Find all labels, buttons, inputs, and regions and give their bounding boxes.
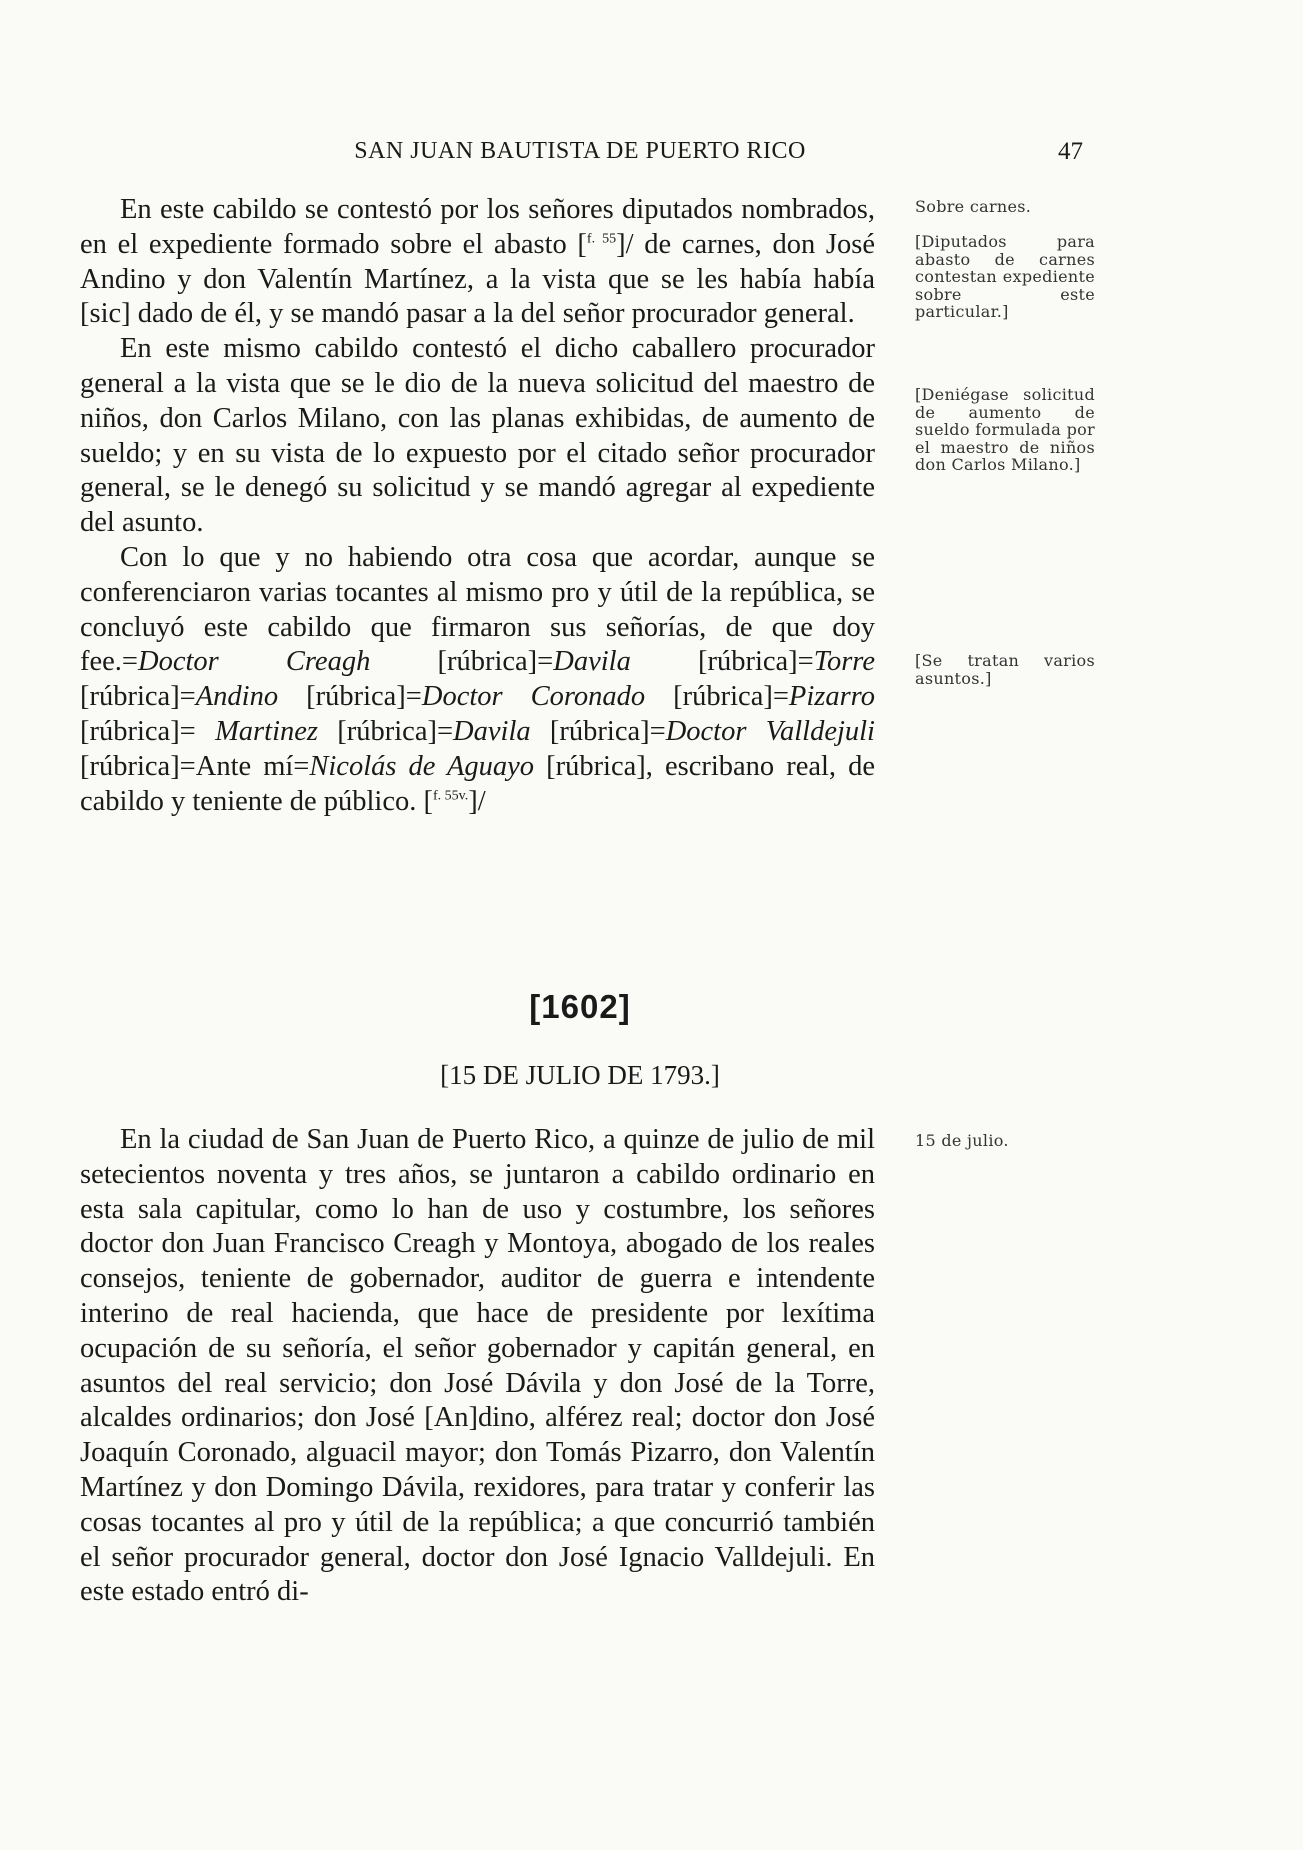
margin-note-fecha: 15 de julio. bbox=[915, 1131, 1009, 1150]
paragraph-maestro: En este mismo cabildo contestó el dicho caballero procurador general a la vista que se le dio de la nueva solicitud del maestro de niños, don Carlos Milano, con las planas exhibidas, de aumento de sueldo; y en su vista de lo expuesto por el citado señor procurador general, se le denegó su solicitud y se mandó agregar al expediente del asunto. bbox=[80, 333, 875, 539]
margin-note-asuntos: [Se tratan varios asuntos.] bbox=[915, 651, 1095, 688]
folio-marker: f. 55v. bbox=[432, 788, 469, 804]
margin-note-deniegase: [Deniégase solicitud de aumento de sueldo formulada por el maestro de niños don Carlos Milano.] bbox=[915, 385, 1095, 474]
running-head: SAN JUAN BAUTISTA DE PUERTO RICO bbox=[354, 138, 806, 164]
body-text-top bbox=[80, 193, 875, 819]
paragraph-cabildo-julio: En la ciudad de San Juan de Puerto Rico, a quinze de julio de mil setecientos noventa y tres años, se juntaron a cabildo ordinario en esta sala capitular, como lo han de uso y costumbre, los señores doctor don Juan Francisco Creagh y Montoya, abogado de los reales consejos, teniente de gobernador, auditor de guerra e intendente interino de real hacienda, que hace de presidente por lexítima ocupación de su señoría, el señor gobernador y capitán general, en asuntos del real servicio; don José Dávila y don José de la Torre, alcaldes ordinarios; don José [An]dino, alférez real; doctor don José Joaquín Coronado, alguacil mayor; don Tomás Pizarro, don Valentín Martínez y don Domingo Dávila, rexidores, para tratar y conferir las cosas tocantes al pro y útil de la república; a que concurrió también el señor procurador general, doctor don José Ignacio Valldejuli. En este estado entró di- bbox=[80, 1124, 875, 1608]
margin-note-diputados: [Diputados para abasto de carnes contestan expediente sobre este particular.] bbox=[915, 232, 1095, 321]
margin-note-sobre-carnes: Sobre carnes. bbox=[915, 197, 1032, 216]
body-text-bottom bbox=[80, 1123, 875, 1610]
paragraph-abasto: En este cabildo se contestó por los señores diputados nombrados, en el expediente formado sobre el abasto [$^{f. 55}$]/ de carnes, don José Andino y don Valentín Martínez, a la vista que se les había había [sic] dado de él, y se mandó pasar a la del señor procurador general. bbox=[80, 194, 875, 330]
entry-number: [1602] bbox=[529, 988, 631, 1025]
entry-date: [15 DE JULIO DE 1793.] bbox=[440, 1060, 720, 1090]
folio-marker: f. 55 bbox=[586, 231, 617, 247]
page-number: 47 bbox=[1058, 138, 1083, 165]
paragraph-signatures: Con lo que y no habiendo otra cosa que acordar, aunque se conferenciaron varias tocantes al mismo pro y útil de la república, se concluyó este cabildo que firmaron sus señorías, de que doy fee.=Doctor Creagh [rúbrica]=Davila [rúbrica]=Torre [rúbrica]=Andino [rúbrica]=Doctor Coronado [rúbrica]=Pizarro [rúbrica]= Martinez [rúbrica]=Davila [rúbrica]=Doctor Valldejuli [rúbrica]=Ante mí=Nicolás de Aguayo [rúbrica], escribano real, de cabildo y teniente de público. [$^{f. 55v.}$]/ bbox=[80, 541, 876, 817]
